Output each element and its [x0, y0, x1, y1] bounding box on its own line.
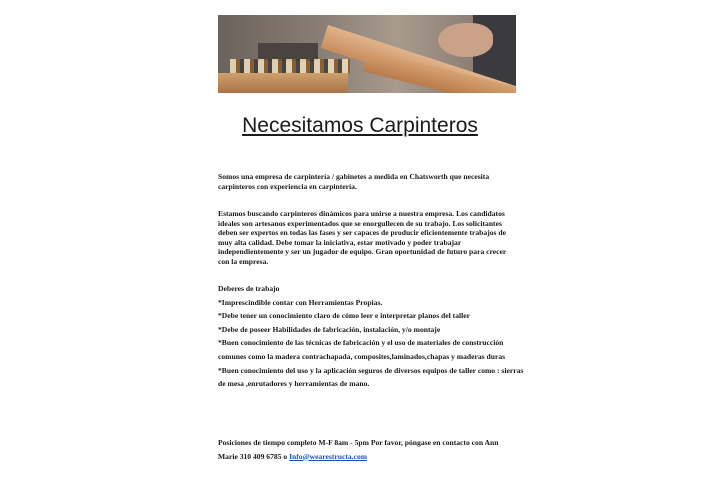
hero-hand — [438, 23, 493, 57]
list-item: *Debe de poseer Habilidades de fabricación, instalación, y/o montaje — [218, 324, 441, 334]
duties-heading: Deberes de trabajo — [218, 284, 280, 293]
contact-text: Posiciones de tiempo completo M-F 8am - 5pm Por favor, póngase en contacto con Ann Marie 310 409 6785 o — [218, 438, 499, 461]
intro-paragraph: Somos una empresa de carpintería / gabinetes a medida en Chatsworth que necesita carpinteros con experiencia en carpintería. — [218, 172, 490, 191]
hero-tools — [230, 59, 350, 73]
list-item: *Debe tener un conocimiento claro de cómo leer e interpretar planos del taller — [218, 311, 470, 321]
page-title: Necesitamos Carpinteros — [242, 114, 478, 137]
duties-list — [218, 282, 528, 391]
description-paragraph: Estamos buscando carpinteros dinámicos para unirse a nuestra empresa. Los candidatos ideales son artesanos experimentados que se enorgullecen de su trabajo. Los solicitantes deben ser expertos en todas las fases y ser capaces de producir eficientemente trabajos de muy alta calidad. Debe tomar la iniciativa, estar motivado y poder trabajar independientemente y ser un jugador de equipo. Gran oportunidad de futuro para crecer con la empresa. — [218, 209, 507, 266]
list-item: *Imprescindible contar con Herramientas Propias. — [218, 297, 383, 307]
contact-paragraph — [218, 436, 518, 463]
list-item: *Buen conocimiento del uso y la aplicación seguros de diversos equipos de taller como : sierras de mesa ,enrutadores y herramientas de mano. — [218, 365, 524, 389]
hero-image — [218, 15, 516, 93]
email-link[interactable]: Info@wearestructa.com — [289, 451, 368, 461]
hero-board — [218, 73, 348, 93]
list-item: *Buen conocimiento de las técnicas de fabricación y el uso de materiales de construcción comunes como la madera contrachapada, composites,laminados,chapas y maderas duras — [218, 338, 506, 361]
